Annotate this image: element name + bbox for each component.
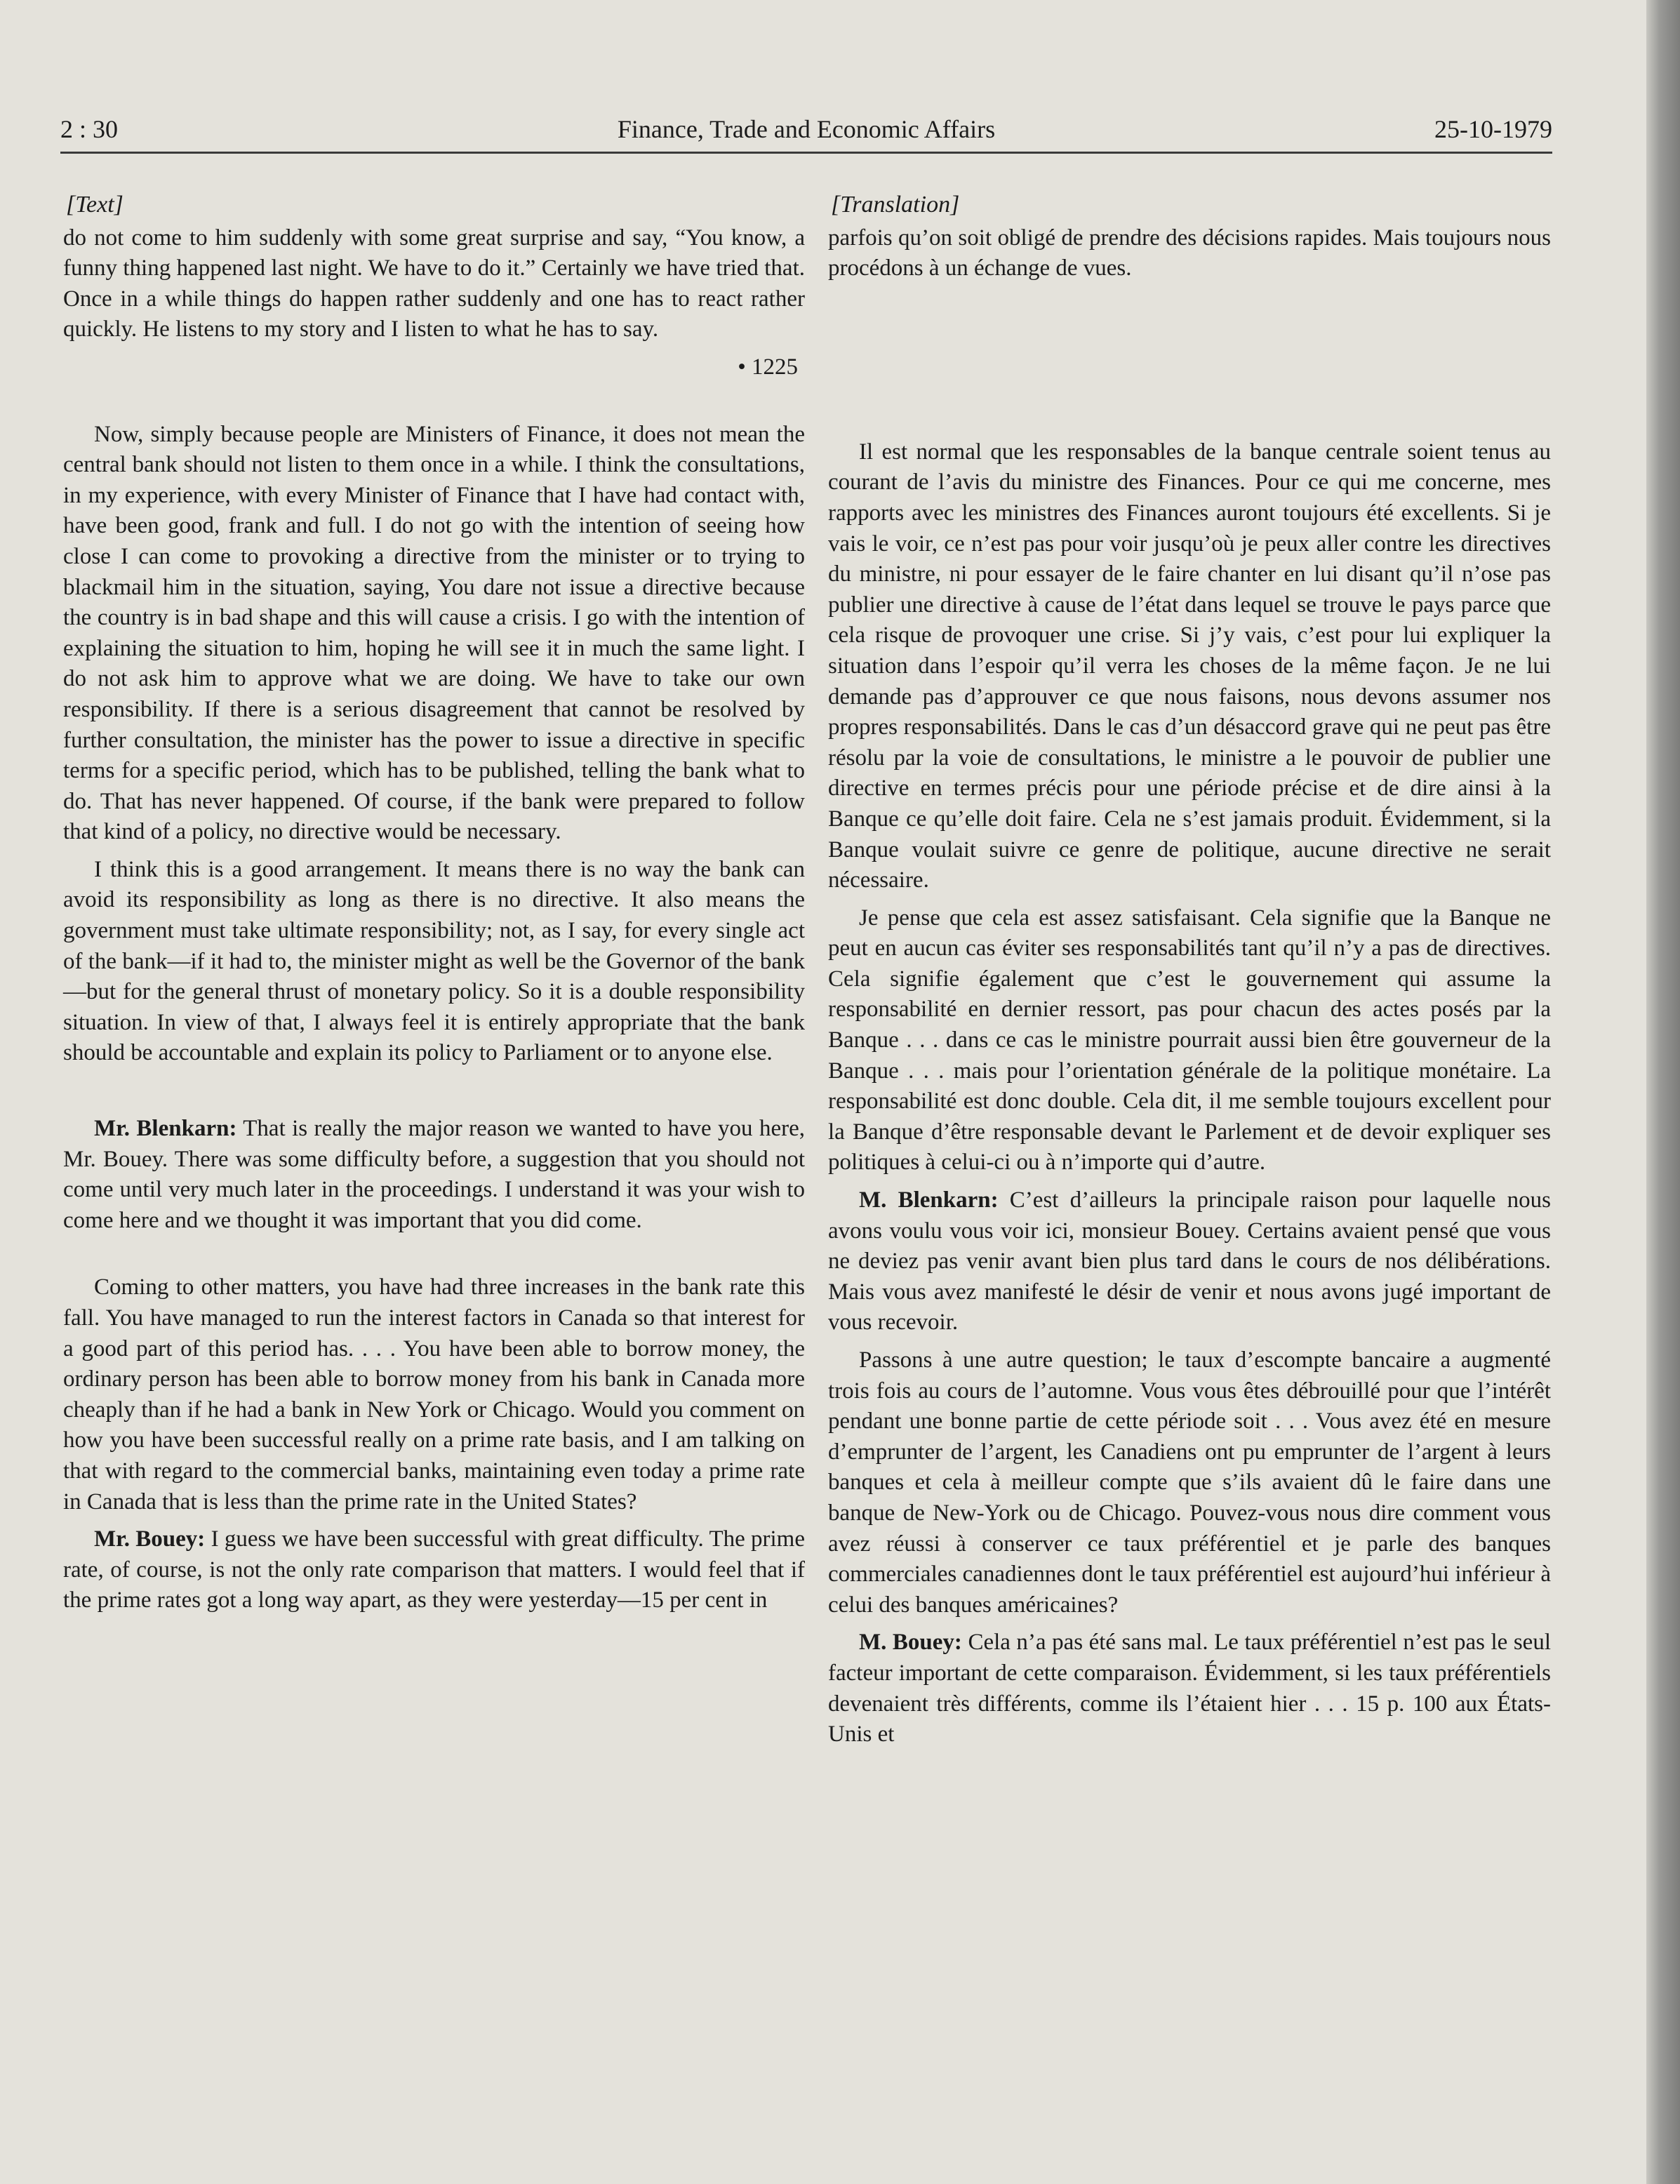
paragraph: I think this is a good arrangement. It means there is no way the bank can avoid its responsibility as long as there is no directive. It also means the government must take ultimate responsibility; not, as I say, for every single act of the bank—if it had to, the minister might as well be the Governor of the bank—but for the general thrust of monetary policy. So it is a double responsibility situation. In view of that, I always feel it is entirely appropriate that the bank should be accountable and explain its policy to Parliament or to anyone else.: [63, 856, 805, 1066]
speaker-name: M. Blenkarn:: [859, 1187, 999, 1213]
header-date: 25-10-1979: [1434, 115, 1552, 143]
speaker-name: Mr. Bouey:: [94, 1526, 206, 1552]
language-label-text: [Text]: [66, 192, 124, 218]
time-marker: • 1225: [738, 354, 798, 380]
page-edge: [1646, 0, 1680, 2184]
speaker-paragraph: Mr. Blenkarn: That is really the major reason we wanted to have you here, Mr. Bouey. There was some difficulty before, a suggestion that you should not come until very much later in the proceedings. I understand it was your wish to come here and we thought it was important that you did come.: [63, 1116, 805, 1233]
speaker-name: M. Bouey:: [859, 1630, 962, 1656]
paragraph: Coming to other matters, you have had three increases in the bank rate this fall. You have managed to run the interest factors in Canada so that interest for a good part of this period has. . . . You have been able to borrow money, the ordinary person has been able to borrow money from his bank in Canada more cheaply than if he had a bank in New York or Chicago. Would you comment on how you have been successful really on a prime rate basis, and I am talking on that with regard to the commercial banks, maintaining even today a prime rate in Canada that is less than the prime rate in the United States?: [63, 1274, 805, 1514]
paragraph: Now, simply because people are Ministers of Finance, it does not mean the central bank should not listen to them once in a while. I think the consultations, in my experience, with every Minister of Finance that I have had contact with, have been good, frank and full. I do not go with the intention of seeing how close I can come to provoking a directive from the minister or to trying to blackmail him in the situation, saying, You dare not issue a directive because the country is in bad shape and this will cause a crisis. I go with the intention of explaining the situation to him, hoping he will see it in much the same light. I do not ask him to approve what we are doing. We have to take our own responsibility. If there is a serious disagreement that cannot be resolved by further consultation, the minister has the power to issue a directive in specific terms for a specific period, which has to be published, telling the bank what to do. That has never happened. Of course, if the bank were prepared to follow that kind of a policy, no directive would be necessary.: [63, 421, 805, 845]
paragraph: do not come to him suddenly with some great surprise and say, “You know, a funny thing happened last night. We have to do it.” Certainly we have tried that. Once in a while things do happen rather suddenly and one has to react rather quickly. He listens to my story and I listen to what he has to say.: [63, 225, 805, 342]
french-column: [828, 189, 1551, 1750]
speaker-paragraph: M. Blenkarn: C’est d’ailleurs la principale raison pour laquelle nous avons voulu vous voir ici, monsieur Bouey. Certains avaient pensé que vous ne deviez pas venir avant bien plus tard dans le cours de nos délibérations. Mais vous avez manifesté le désir de venir et nous avons jugé important de vous recevoir.: [828, 1187, 1552, 1336]
paragraph: parfois qu’on soit obligé de prendre des décisions rapides. Mais toujours nous procédons à un échange de vues.: [828, 225, 1551, 281]
speaker-paragraph: M. Bouey: Cela n’a pas été sans mal. Le taux préférentiel n’est pas le seul facteur important de cette comparaison. Évidemment, si les taux préférentiels devenaient très différents, comme ils l’étaient hier . . . 15 p. 100 aux États-Unis et: [828, 1630, 1552, 1747]
running-header: [60, 112, 1552, 154]
paragraph: Il est normal que les responsables de la banque centrale soient tenus au courant de l’avis du ministre des Finances. Pour ce qui me concerne, mes rapports avec les ministres des Finances auront toujours été excellents. Si je vais le voir, ce n’est pas pour voir jusqu’où je peux aller contre les directives du ministre, ni pour essayer de le faire chanter en lui disant qu’il n’ose pas publier une directive à cause de l’état dans lequel se trouve le pays parce que cela risque de provoquer une crise. Si j’y vais, c’est pour lui expliquer la situation dans l’espoir qu’il verra les choses de la même façon. Je ne lui demande pas d’approuver ce que nous faisons, nous devons assumer nos propres responsabilités. Dans le cas d’un désaccord grave qui ne peut pas être résolu par la voie de consultations, le ministre a le pouvoir de publier une directive en termes précis pour une période précise et de dire ainsi à la Banque ce qu’elle doit faire. Cela ne s’est jamais produit. Évidemment, si la Banque voulait suivre ce genre de politique, aucune directive ne serait nécessaire.: [828, 439, 1551, 893]
publication-title: Finance, Trade and Economic Affairs: [617, 115, 996, 143]
english-column: [63, 189, 805, 1616]
language-label-translation: [Translation]: [831, 192, 960, 218]
speaker-name: Mr. Blenkarn:: [94, 1116, 237, 1142]
paragraph: Je pense que cela est assez satisfaisant. Cela signifie que la Banque ne peut en aucun cas éviter ses responsabilités tant qu’il n’y a pas de directives. Cela signifie également que c’est le gouvernement qui assume la responsabilité en dernier ressort, pas pour chacun des actes posés par la Banque . . . dans ce cas le ministre pourrait aussi bien être gouverneur de la Banque . . . mais pour l’orientation générale de la politique monétaire. La responsabilité est donc double. Cela dit, il me semble toujours excellent pour la Banque d’être responsable devant le Parlement et de devoir expliquer ses politiques à celui-ci ou à n’importe qui d’autre.: [828, 905, 1551, 1176]
speaker-paragraph: Mr. Bouey: I guess we have been successful with great difficulty. The prime rate, of course, is not the only rate comparison that matters. I would feel that if the prime rates got a long way apart, as they were yesterday—15 per cent in: [63, 1526, 806, 1613]
page-number: 2 : 30: [60, 115, 119, 143]
paragraph: Passons à une autre question; le taux d’escompte bancaire a augmenté trois fois au cours de l’automne. Vous vous êtes débrouillé pour que l’intérêt pendant une bonne partie de cette période soit . . . Vous avez été en mesure d’emprunter de l’argent, les Canadiens ont pu emprunter de l’argent à leurs banques et cela à meilleur compte que s’ils avaient dû le faire dans une banque de New-York ou de Chicago. Pouvez-vous nous dire comment vous avez réussi à conserver ce taux préférentiel et je parle des banques commerciales canadiennes dont le taux préférentiel est aujourd’hui inférieur à celui des banques américaines?: [828, 1347, 1551, 1618]
